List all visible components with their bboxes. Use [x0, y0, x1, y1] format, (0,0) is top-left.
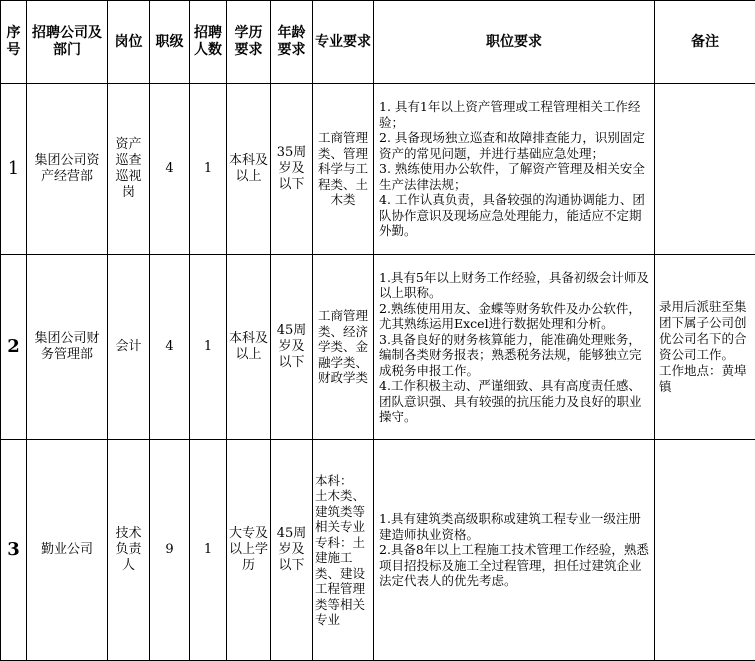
cell-education: 本科及以上: [227, 255, 271, 440]
table-row: [1, 84, 755, 255]
table-row: [1, 255, 755, 440]
requirement-item: 3. 熟练使用办公软件，了解资产管理及相关安全生产法律法规；: [379, 161, 649, 192]
requirement-item: 4. 工作认真负责，具备较强的沟通协调能力、团队协作意识及现场应急处理能力，能适应不定期外勤。: [379, 192, 649, 239]
cell-count: 1: [190, 440, 227, 661]
cell-major: 工商管理类、管理科学与工程类、土木类: [313, 84, 374, 255]
cell-remarks-empty: [655, 84, 755, 255]
cell-age: 35周岁及以下: [271, 84, 313, 255]
header-major: 专业要求: [313, 1, 374, 84]
remark-line: 录用后派驻至集团下属子公司创优公司名下的合资公司工作。: [659, 299, 751, 363]
cell-serial: 2: [1, 255, 27, 440]
major-line: 本科：: [315, 473, 371, 489]
cell-serial: 1: [1, 84, 27, 255]
cell-position: 资产巡查巡视岗: [108, 84, 150, 255]
cell-education: 大专及以上学历: [227, 440, 271, 661]
cell-remarks-empty: [655, 440, 755, 661]
cell-company: 勤业公司: [27, 440, 108, 661]
cell-age: 45周岁及以下: [271, 255, 313, 440]
major-line: 专科：土建施工类、建设工程管理类等相关专业: [315, 535, 371, 628]
cell-age: 45周岁及以下: [271, 440, 313, 661]
requirement-item: 1. 具有1年以上资产管理或工程管理相关工作经验；: [379, 99, 649, 130]
header-position: 岗位: [108, 1, 150, 84]
table-row: [1, 440, 755, 661]
header-company: 招聘公司及部门: [27, 1, 108, 84]
requirement-item: 2.具备8年以上工程施工技术管理工作经验，熟悉项目招投标及施工全过程管理，担任过建筑企业法定代表人的优先考虑。: [379, 542, 649, 589]
header-serial: 序号: [1, 1, 27, 84]
requirement-item: 2. 具备现场独立巡查和故障排查能力，识别固定资产的常见问题，并进行基础应急处理；: [379, 130, 649, 161]
header-remarks: 备注: [655, 1, 755, 84]
cell-count: 1: [190, 255, 227, 440]
header-count: 招聘人数: [190, 1, 227, 84]
requirement-item: 3.具备良好的财务核算能力，能准确处理账务，编制各类财务报表；熟悉税务法规，能够独立完成税务申报工作。: [379, 332, 649, 379]
cell-major: 工商管理类、经济学类、金融学类、财政学类: [313, 255, 374, 440]
cell-level: 9: [150, 440, 190, 661]
remark-line: 工作地点：黄埠镇: [659, 363, 751, 395]
requirement-item: 2.熟练使用用友、金蝶等财务软件及办公软件，尤其熟练运用Excel进行数据处理和分析。: [379, 301, 649, 332]
header-requirements: 职位要求: [374, 1, 655, 84]
header-education: 学历要求: [227, 1, 271, 84]
requirement-item: 4.工作积极主动、严谨细致、具有高度责任感、团队意识强、具有较强的抗压能力及良好的职业操守。: [379, 378, 649, 425]
major-line: 土木类、建筑类等相关专业: [315, 488, 371, 535]
cell-requirements: [374, 440, 655, 661]
cell-serial: 3: [1, 440, 27, 661]
cell-requirements: [374, 255, 655, 440]
cell-position: 技术负责人: [108, 440, 150, 661]
cell-count: 1: [190, 84, 227, 255]
cell-requirements: [374, 84, 655, 255]
cell-company: 集团公司财务管理部: [27, 255, 108, 440]
cell-education: 本科及以上: [227, 84, 271, 255]
cell-level: 4: [150, 255, 190, 440]
header-row: [1, 1, 755, 84]
header-level: 职级: [150, 1, 190, 84]
cell-position: 会计: [108, 255, 150, 440]
cell-company: 集团公司资产经营部: [27, 84, 108, 255]
requirement-item: 1.具有建筑类高级职称或建筑工程专业一级注册建造师执业资格。: [379, 511, 649, 542]
cell-major: [313, 440, 374, 661]
header-age: 年龄要求: [271, 1, 313, 84]
cell-remarks: [655, 255, 755, 440]
cell-level: 4: [150, 84, 190, 255]
requirement-item: 1.具有5年以上财务工作经验，具备初级会计师及以上职称。: [379, 270, 649, 301]
